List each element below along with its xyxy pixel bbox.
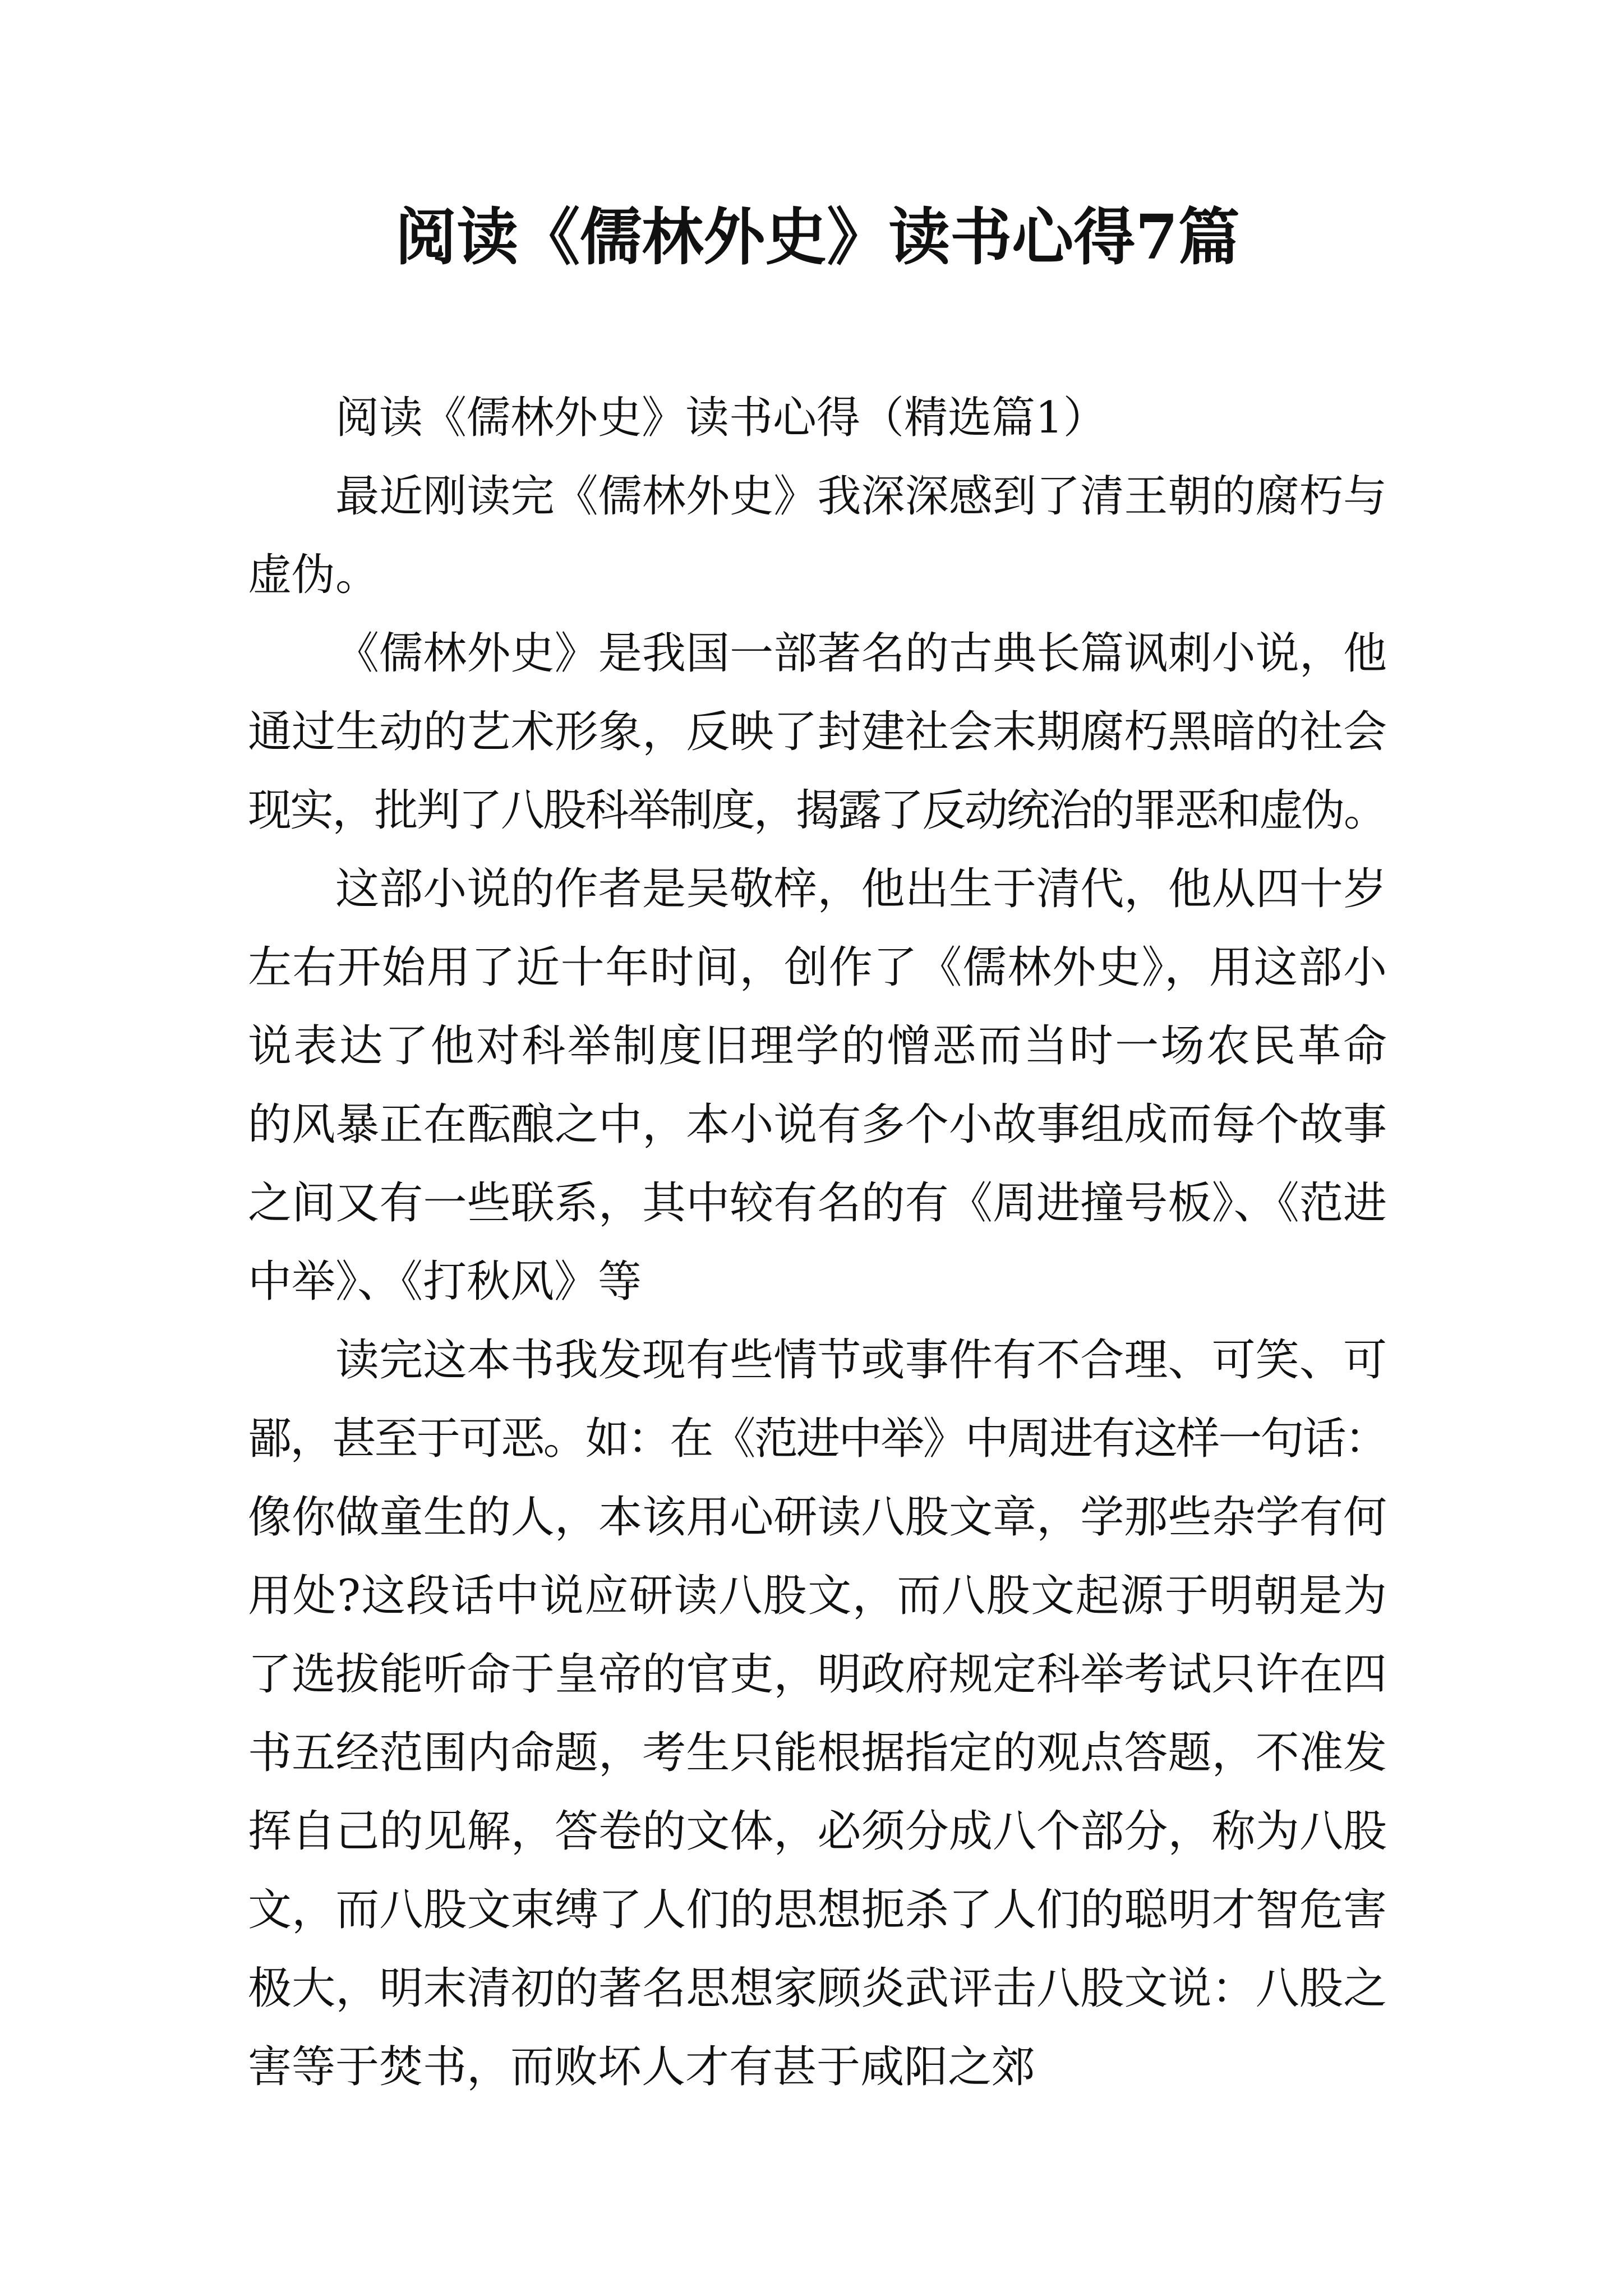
paragraph-line: 极大，明末清初的著名思想家顾炎武评击八股文说：八股之: [248, 1963, 1387, 2014]
document-title: 阅读《儒林外史》读书心得7篇: [395, 201, 1240, 273]
paragraph-2: [248, 457, 1387, 614]
paragraph-line: 像你做童生的人，本该用心研读八股文章，学那些杂学有何: [248, 1492, 1387, 1543]
paragraph-line: 读完这本书我发现有些情节或事件有不合理、可笑、可: [335, 1335, 1387, 1386]
paragraph-line: 的风暴正在酝酿之中，本小说有多个小故事组成而每个故事: [248, 1099, 1387, 1150]
paragraph-line: 鄙，甚至于可恶。如：在《范进中举》中周进有这样一句话：: [248, 1414, 1387, 1464]
paragraph-line: 了选拔能听命于皇帝的官吏，明政府规定科举考试只许在四: [248, 1649, 1387, 1700]
paragraph-4: [248, 850, 1387, 1321]
paragraph-line: 之间又有一些联系，其中较有名的有《周进撞号板》、《范进: [248, 1178, 1387, 1228]
paragraph-line: 阅读《儒林外史》读书心得（精选篇1）: [335, 393, 1107, 443]
paragraph-line: 《儒林外史》是我国一部著名的古典长篇讽刺小说，他: [335, 628, 1387, 679]
paragraph-subtitle: [248, 379, 1387, 457]
paragraph-line: 左右开始用了近十年时间，创作了《儒林外史》，用这部小: [248, 942, 1387, 993]
paragraph-line: 这部小说的作者是吴敬梓，他出生于清代，他从四十岁: [335, 864, 1387, 914]
paragraph-line: 说表达了他对科举制度旧理学的憎恶而当时一场农民革命: [248, 1021, 1387, 1071]
paragraph-line: 最近刚读完《儒林外史》我深深感到了清王朝的腐朽与: [335, 471, 1387, 522]
document-body: [248, 379, 1387, 2106]
paragraph-line: 中举》、《打秋风》等: [248, 1257, 642, 1307]
paragraph-line: 挥自己的见解，答卷的文体，必须分成八个部分，称为八股: [248, 1806, 1387, 1857]
paragraph-3: [248, 614, 1387, 850]
paragraph-line: 通过生动的艺术形象，反映了封建社会末期腐朽黑暗的社会: [248, 707, 1387, 757]
paragraph-line: 用处?这段话中说应研读八股文，而八股文起源于明朝是为: [248, 1571, 1387, 1621]
paragraph-line: 文，而八股文束缚了人们的思想扼杀了人们的聪明才智危害: [248, 1885, 1387, 1935]
paragraph-line: 害等于焚书，而败坏人才有甚于咸阳之郊: [248, 2042, 1036, 2092]
paragraph-line: 虚伪。: [248, 550, 380, 600]
paragraph-line: 书五经范围内命题，考生只能根据指定的观点答题，不准发: [248, 1728, 1387, 1778]
paragraph-line: 现实，批判了八股科举制度，揭露了反动统治的罪恶和虚伪。: [248, 785, 1386, 836]
paragraph-5: [248, 1321, 1387, 2106]
